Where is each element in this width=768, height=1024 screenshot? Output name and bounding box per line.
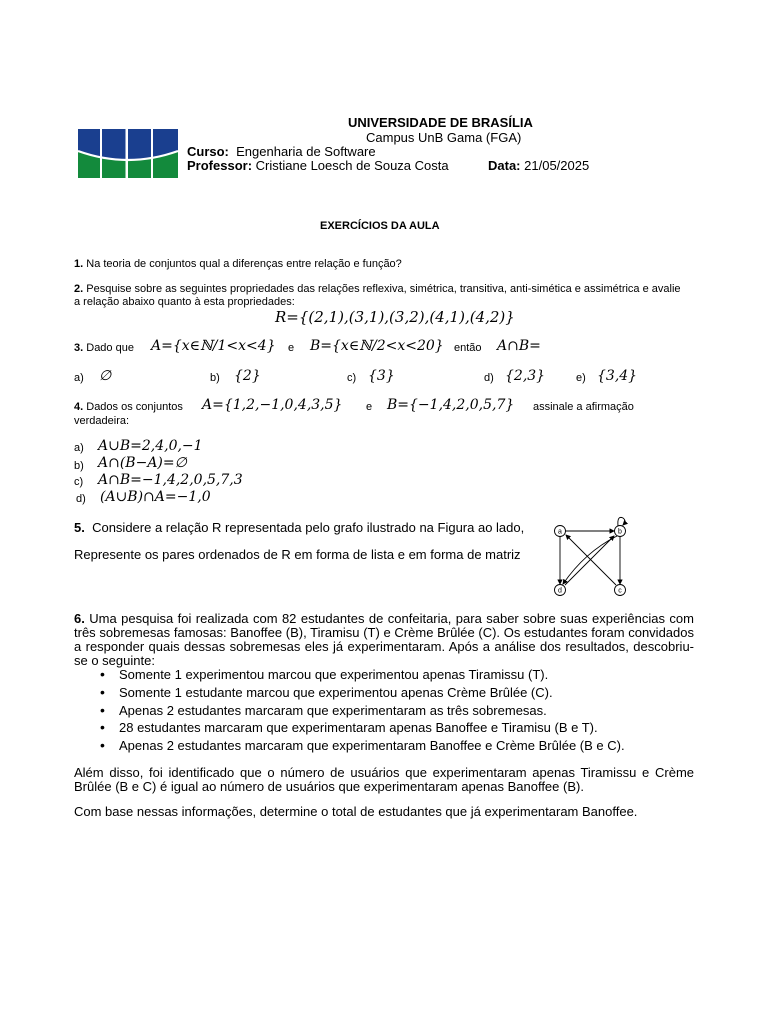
list-item: • Apenas 2 estudantes marcaram que experimentaram Banoffee e Crème Brûlée (B e C). [100, 737, 625, 755]
question-text: Uma pesquisa foi realizada com 82 estudantes de confeitaria, para saber sobre suas experiências com três sobremesas famosas: Banoffee (B), Tiramisu (T) e Crème Brûlée (C). Os estudantes foram convidados a responder quais dessas sobremesas eles já experimentaram. Após a análise dos resultados, descobriu-se o seguinte: [74, 611, 694, 668]
q4-option-b: A∩(B−A)=∅ [98, 455, 187, 471]
curso-value: Engenharia de Software [236, 144, 376, 159]
date-value: 21/05/2025 [524, 158, 590, 173]
q3-option-label-a: a) [74, 372, 84, 384]
q3-conjunction: e [288, 342, 295, 354]
graph-node-a [555, 526, 566, 537]
question-6 [74, 612, 694, 668]
graph-node-d [555, 585, 566, 596]
list-item: • 28 estudantes marcaram que experimentaram apenas Banoffee e Tiramisu (B e T). [100, 719, 625, 737]
q6-paragraph-2: Além disso, foi identificado que o número de usuários que experimentaram apenas Tiramissu e Crème Brûlée (B e C) é igual ao número de usuários que experimentaram apenas Banoffee (B). [74, 765, 694, 794]
section-title: EXERCÍCIOS DA AULA [320, 220, 440, 232]
q3-option-label-e: e) [576, 372, 586, 384]
question-1 [74, 258, 402, 270]
question-text: Na teoria de conjuntos qual a diferenças entre relação e função? [86, 258, 402, 270]
svg-text:d: d [558, 587, 562, 595]
q4-conjunction: e [366, 401, 373, 413]
q4-instruction: assinale a afirmação [533, 401, 634, 413]
question-number: 4. [74, 401, 84, 413]
q3-option-label-c: c) [347, 372, 357, 384]
q3-option-e: {3,4} [597, 368, 638, 384]
intersection-expr: A∩B= [497, 338, 541, 354]
q4-option-c: A∩B=−1,4,2,0,5,7,3 [98, 472, 243, 488]
svg-text:a: a [558, 528, 562, 536]
q3-number [74, 342, 134, 354]
q4-option-label-b: b) [74, 460, 84, 472]
q5-text-1 [74, 520, 524, 535]
q3-option-a: ∅ [99, 368, 112, 384]
date-label: Data: [488, 158, 521, 173]
question-number: 3. [74, 342, 84, 354]
svg-text:c: c [618, 587, 622, 595]
set-b: B={x∈ℕ/2<x<20} [310, 338, 444, 354]
q6-facts-list [100, 666, 625, 755]
date-line [488, 158, 589, 173]
list-item: • Apenas 2 estudantes marcaram que experimentaram as três sobremesas. [100, 702, 625, 720]
relation-graph [545, 512, 635, 602]
q4-intro [74, 401, 183, 413]
relation-formula: R={(2,1),(3,1),(3,2),(4,1),(4,2)} [275, 308, 515, 326]
graph-node-b [615, 526, 626, 537]
graph-node-c [615, 585, 626, 596]
curso-line [187, 144, 376, 159]
q4-set-b: B={−1,4,2,0,5,7} [387, 397, 515, 413]
question-number: 1. [74, 258, 84, 270]
set-a: A={x∈ℕ/1<x<4} [151, 338, 276, 354]
svg-text:b: b [618, 528, 622, 536]
q4-option-d: (A∪B)∩A=−1,0 [100, 489, 211, 505]
q4-option-label-d: d) [76, 493, 86, 505]
list-item: • Somente 1 estudante marcou que experimentou apenas Crème Brûlée (C). [100, 684, 625, 702]
unb-logo [78, 129, 178, 178]
question-2 [74, 283, 689, 309]
professor-label: Professor: [187, 158, 253, 173]
question-text: Considere a relação R representada pelo grafo ilustrado na Figura ao lado, [92, 520, 525, 535]
q3-option-label-b: b) [210, 372, 220, 384]
q6-paragraph-3: Com base nessas informações, determine o total de estudantes que já experimentaram Banoffee. [74, 804, 638, 819]
university-title: UNIVERSIDADE DE BRASÍLIA [348, 115, 533, 130]
question-text: Pesquise sobre as seguintes propriedades das relações reflexiva, simétrica, transitiva, anti-simética e assimétrica e avalie a relação abaixo quanto à esta propriedades: [74, 283, 681, 308]
question-number: 2. [74, 283, 84, 295]
q4-option-label-c: c) [74, 476, 84, 488]
q3-option-d: {2,3} [505, 368, 546, 384]
curso-label: Curso: [187, 144, 229, 159]
q3-option-label-d: d) [484, 372, 494, 384]
q4-option-a: A∪B=2,4,0,−1 [98, 438, 203, 454]
q5-text-2: Represente os pares ordenados de R em forma de lista e em forma de matriz [74, 547, 521, 562]
q4-option-label-a: a) [74, 442, 84, 454]
list-item: • Somente 1 experimentou marcou que experimentou apenas Tiramissu (T). [100, 666, 625, 684]
q3-option-c: {3} [368, 368, 395, 384]
question-text: Dado que [86, 342, 134, 354]
professor-line [187, 158, 449, 173]
question-number: 6. [74, 611, 85, 626]
q4-set-a: A={1,2,−1,0,4,3,5} [202, 397, 343, 413]
campus-name: Campus UnB Gama (FGA) [366, 130, 522, 145]
q3-then: então [454, 342, 482, 354]
question-number: 5. [74, 520, 85, 535]
professor-value: Cristiane Loesch de Souza Costa [255, 158, 449, 173]
q3-option-b: {2} [234, 368, 261, 384]
q4-instruction-cont: verdadeira: [74, 415, 130, 427]
question-text: Dados os conjuntos [86, 401, 183, 413]
